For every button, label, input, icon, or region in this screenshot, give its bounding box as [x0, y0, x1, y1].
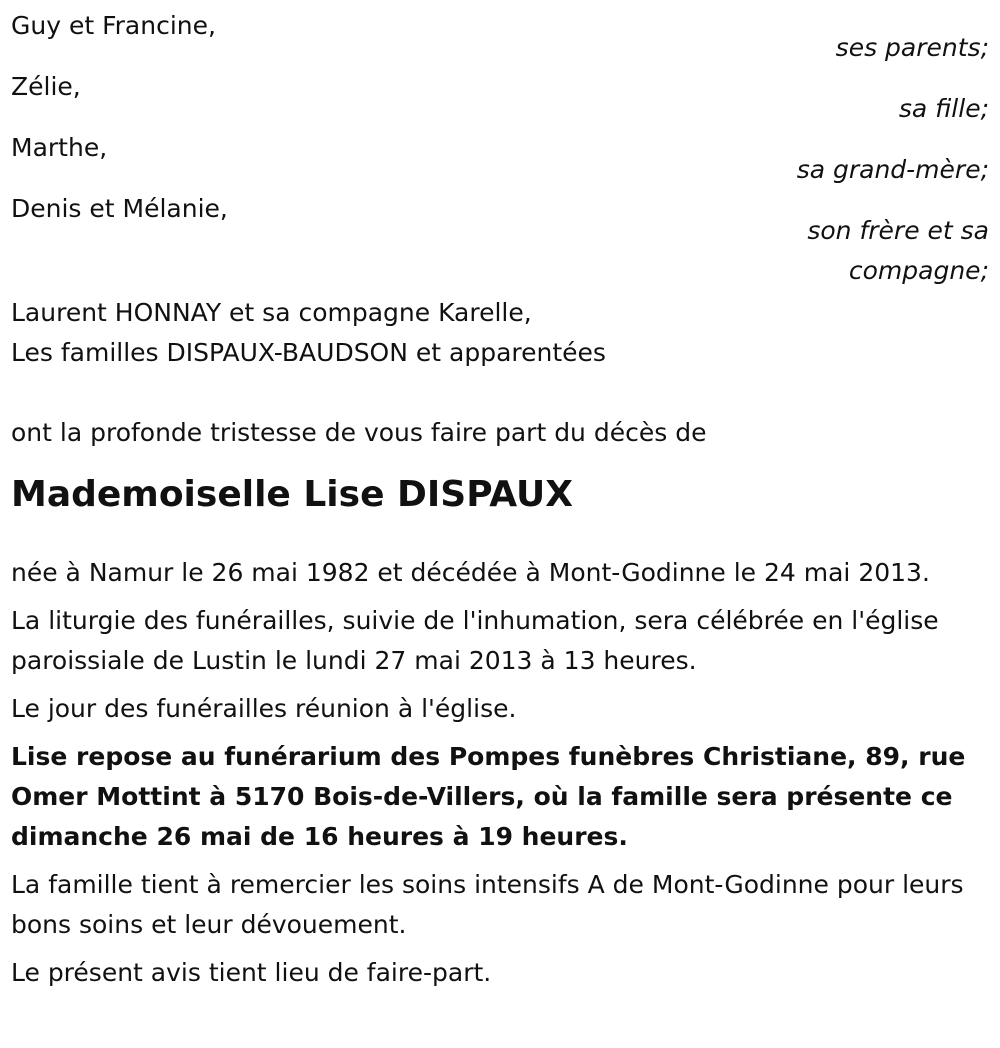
deceased-name: Mademoiselle Lise DISPAUX	[11, 474, 574, 515]
relative-entry	[11, 67, 991, 129]
relative-relation: sa fille;	[898, 94, 989, 123]
relative-names: Denis et Mélanie,	[11, 194, 228, 223]
funeral-reunion: Le jour des funérailles réunion à l'église.	[11, 694, 517, 723]
other-relatives	[11, 293, 991, 373]
funerarium-info: Lise repose au funérarium des Pompes funèbres Christiane, 89, rue Omer Mottint à 5170 Bois-de-Villers, où la famille sera présente ce dimanche 26 mai de 16 heures à 19 heures.	[11, 742, 966, 851]
obituary-notice	[11, 6, 991, 1001]
thanks-text: La famille tient à remercier les soins intensifs A de Mont-Godinne pour leurs bons soins et leur dévouement.	[11, 870, 964, 939]
relative-relation: sa grand-mère;	[796, 155, 989, 184]
relative-relation-line1: son frère et sa	[807, 216, 989, 245]
other-relative-line: Les familles DISPAUX-BAUDSON et apparentées	[11, 338, 606, 367]
relative-entry	[11, 128, 991, 190]
notice-statement: Le présent avis tient lieu de faire-part.	[11, 958, 492, 987]
other-relative-line: Laurent HONNAY et sa compagne Karelle,	[11, 298, 532, 327]
relative-relation: ses parents;	[835, 33, 989, 62]
announcement-text: ont la profonde tristesse de vous faire part du décès de	[11, 418, 707, 447]
funeral-liturgy: La liturgie des funérailles, suivie de l'inhumation, sera célébrée en l'église paroissiale de Lustin le lundi 27 mai 2013 à 13 heures.	[11, 606, 939, 675]
relative-entry	[11, 6, 991, 68]
birth-death-dates: née à Namur le 26 mai 1982 et décédée à Mont-Godinne le 24 mai 2013.	[11, 558, 930, 587]
relative-relation-line2: compagne;	[848, 256, 989, 285]
relative-names: Zélie,	[11, 72, 81, 101]
relative-names: Guy et Francine,	[11, 11, 216, 40]
relative-names: Marthe,	[11, 133, 108, 162]
relative-entry	[11, 189, 991, 291]
